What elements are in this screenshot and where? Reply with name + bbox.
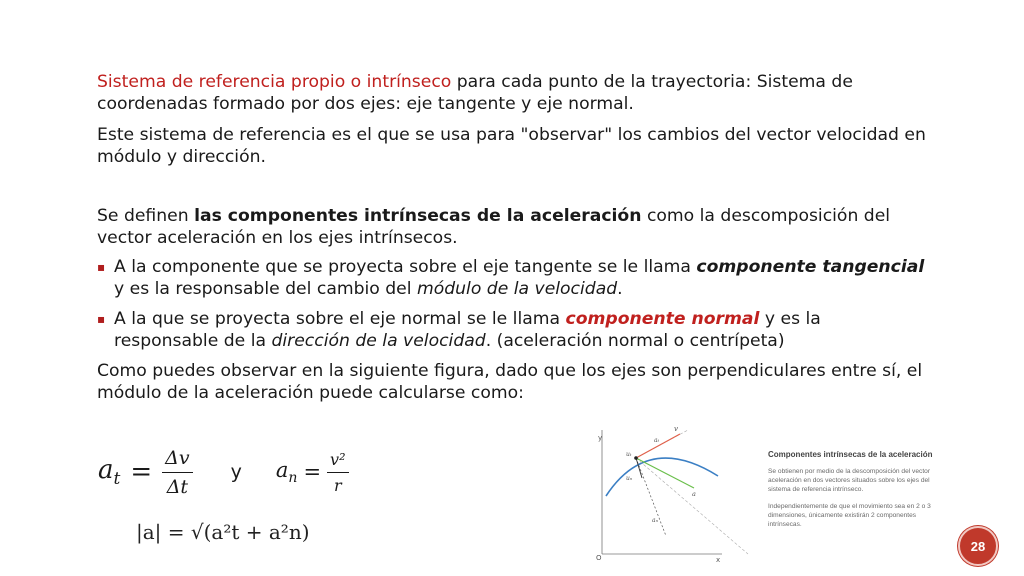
bullet1-bold: componente tangencial xyxy=(696,257,925,277)
definition-pre: Se definen xyxy=(97,206,195,226)
definition-post: como la descomposición del vector aceleración en los ejes intrínsecos. xyxy=(97,206,891,248)
modulus-equation xyxy=(136,520,310,544)
origin-label: O xyxy=(596,554,602,562)
figure-caption xyxy=(768,450,938,537)
modulus-formula: |a| = √(a²t + a²n) xyxy=(136,520,310,544)
eq-an: $a_n$ xyxy=(275,457,298,487)
label-at: aₜ xyxy=(654,437,660,444)
bullet1-end: . xyxy=(617,278,623,299)
bullet2-italic: dirección de la velocidad xyxy=(271,330,486,351)
eq-at: $a_t$ xyxy=(98,454,121,490)
fraction-v2-r xyxy=(327,450,348,495)
label-ut: uₜ xyxy=(626,451,632,458)
bullet2-pre: A la que se proyecta sobre el eje normal se le llama xyxy=(114,309,566,329)
paragraph-intro xyxy=(97,72,927,115)
acceleration-vector xyxy=(636,458,694,488)
fraction-bar xyxy=(162,472,192,473)
caption-title: Componentes intrínsecas de la aceleración xyxy=(768,450,933,459)
paragraph-definition xyxy=(97,206,927,249)
normal-axis-dashed xyxy=(636,458,748,554)
denominator-dt: Δt xyxy=(166,475,189,498)
bullet2-end: . (aceleración normal o centrípeta) xyxy=(485,330,785,351)
eq-equals-2: = xyxy=(303,460,322,484)
bullet-list xyxy=(97,257,927,352)
caption-paragraph-2: Independientemente de que el movimiento sea en 2 o 3 dimensiones, únicamente existirán 2 componentes intrínsecas. xyxy=(768,503,931,528)
page-number-badge: 28 xyxy=(958,526,998,566)
eq-conjunction: y xyxy=(230,461,242,483)
paragraph-observe: Este sistema de referencia es el que se usa para "observar" los cambios del vector velocidad en módulo y dirección. xyxy=(97,125,926,167)
bullet1-italic: módulo de la velocidad xyxy=(416,278,618,299)
intrinsic-components-figure xyxy=(588,426,772,562)
label-un: uₙ xyxy=(626,475,633,482)
main-text xyxy=(97,72,927,404)
label-an: aₙ xyxy=(652,517,659,524)
intro-rest: para cada punto de la trayectoria: Sistema de coordenadas formado por dos ejes: eje tangente y eje normal. xyxy=(97,72,853,114)
square-bullet-icon: ▪ xyxy=(97,260,106,274)
square-bullet-icon: ▪ xyxy=(97,312,106,326)
equation-row xyxy=(98,442,349,502)
definition-bold: las componentes intrínsecas de la aceleración xyxy=(194,206,642,226)
label-v: v xyxy=(674,426,678,433)
point-on-trajectory xyxy=(634,456,638,460)
y-axis-label: y xyxy=(598,434,603,442)
bullet1-pre: A la componente que se proyecta sobre el eje tangente se le llama xyxy=(114,257,697,277)
paragraph-figure-intro: Como puedes observar en la siguiente figura, dado que los ejes son perpendiculares entre sí, el módulo de la aceleración puede calcularse como: xyxy=(97,361,923,403)
numerator-v2: v² xyxy=(330,449,346,469)
bullet-normal xyxy=(97,309,927,352)
caption-paragraph-1: Se obtienen por medio de la descomposición del vector aceleración en dos vectores situados sobre los ejes del sistema de referencia intrínseco. xyxy=(768,468,931,493)
trajectory-curve xyxy=(606,458,718,496)
denominator-r: r xyxy=(333,475,342,495)
label-a: a xyxy=(692,490,696,498)
fraction-bar xyxy=(327,472,348,473)
normal-acceleration-vector xyxy=(636,458,666,536)
eq-equals: = xyxy=(130,457,153,487)
intro-highlight: Sistema de referencia propio o intrínseco xyxy=(97,72,452,92)
bullet-tangential xyxy=(97,257,927,300)
bullet1-mid: y es la responsable del cambio del xyxy=(114,278,417,299)
x-axis-label: x xyxy=(716,556,721,562)
bullet2-mid: y es la responsable de la xyxy=(114,309,821,351)
bullet2-bold: componente normal xyxy=(565,309,760,329)
numerator-dv: Δv xyxy=(165,446,190,469)
fraction-dv-dt xyxy=(162,447,192,498)
